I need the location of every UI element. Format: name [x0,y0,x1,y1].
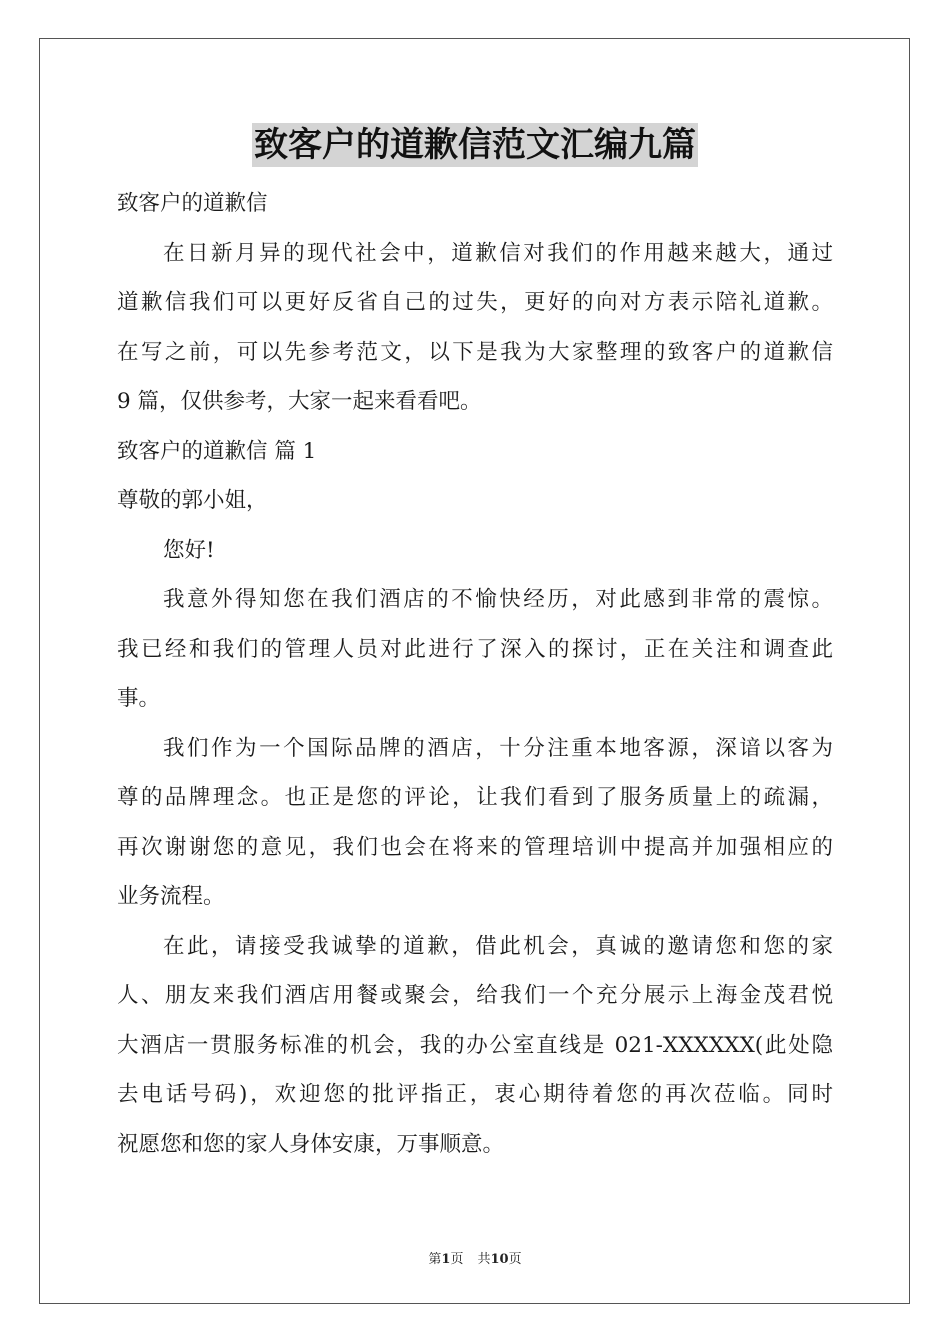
text-line: 我们作为一个国际品牌的酒店，十分注重本地客源，深谙以客为 [163,735,833,761]
text-line: 祝愿您和您的家人身体安康，万事顺意。 [117,1131,505,1157]
text-line: 我意外得知您在我们酒店的不愉快经历，对此感到非常的震惊。 [163,587,833,612]
page-footer [0,1248,950,1267]
text-line: 您好! [163,537,215,563]
document-body [117,179,833,1169]
text-line: 再次谢谢您的意见，我们也会在将来的管理培训中提高并加强相应的 [117,834,833,860]
text-line: 在日新月异的现代社会中，道歉信对我们的作用越来越大，通过 [163,240,833,266]
text-line: 尊的品牌理念。也正是您的评论，让我们看到了服务质量上的疏漏， [117,785,833,810]
text-line: 事。 [117,686,161,711]
title-container [0,123,950,167]
text-line: 致客户的道歉信 [117,191,268,216]
text-line: 人、朋友来我们酒店用餐或聚会，给我们一个充分展示上海金茂君悦 [117,983,833,1008]
text-line: 尊敬的郭小姐， [117,488,268,513]
document-title: 致客户的道歉信范文汇编九篇 [254,125,696,165]
text-line: 9 篇，仅供参考，大家一起来看看吧。 [117,389,482,414]
total-suffix: 页 [508,1252,522,1267]
text-line: 大酒店一贯服务标准的机会，我的办公室直线是 021-XXXXXX(此处隐 [117,1032,833,1058]
total-page-count: 10 [490,1252,509,1267]
text-line: 道歉信我们可以更好反省自己的过失，更好的向对方表示陪礼道歉。 [117,290,833,315]
text-line: 在此，请接受我诚挚的道歉，借此机会，真诚的邀请您和您的家 [163,933,833,959]
text-line: 去电话号码)，欢迎您的批评指正，衷心期待着您的再次莅临。同时 [117,1082,833,1107]
text-line: 在写之前，可以先参考范文，以下是我为大家整理的致客户的道歉信 [117,339,833,365]
text-line: 我已经和我们的管理人员对此进行了深入的探讨，正在关注和调查此 [117,636,833,662]
page-prefix: 第 [428,1252,442,1267]
text-line: 业务流程。 [117,884,225,909]
page-suffix: 页 [450,1252,464,1267]
current-page-number: 1 [441,1252,451,1267]
text-line: 致客户的道歉信 篇 1 [117,438,317,464]
total-prefix: 共 [477,1252,491,1267]
